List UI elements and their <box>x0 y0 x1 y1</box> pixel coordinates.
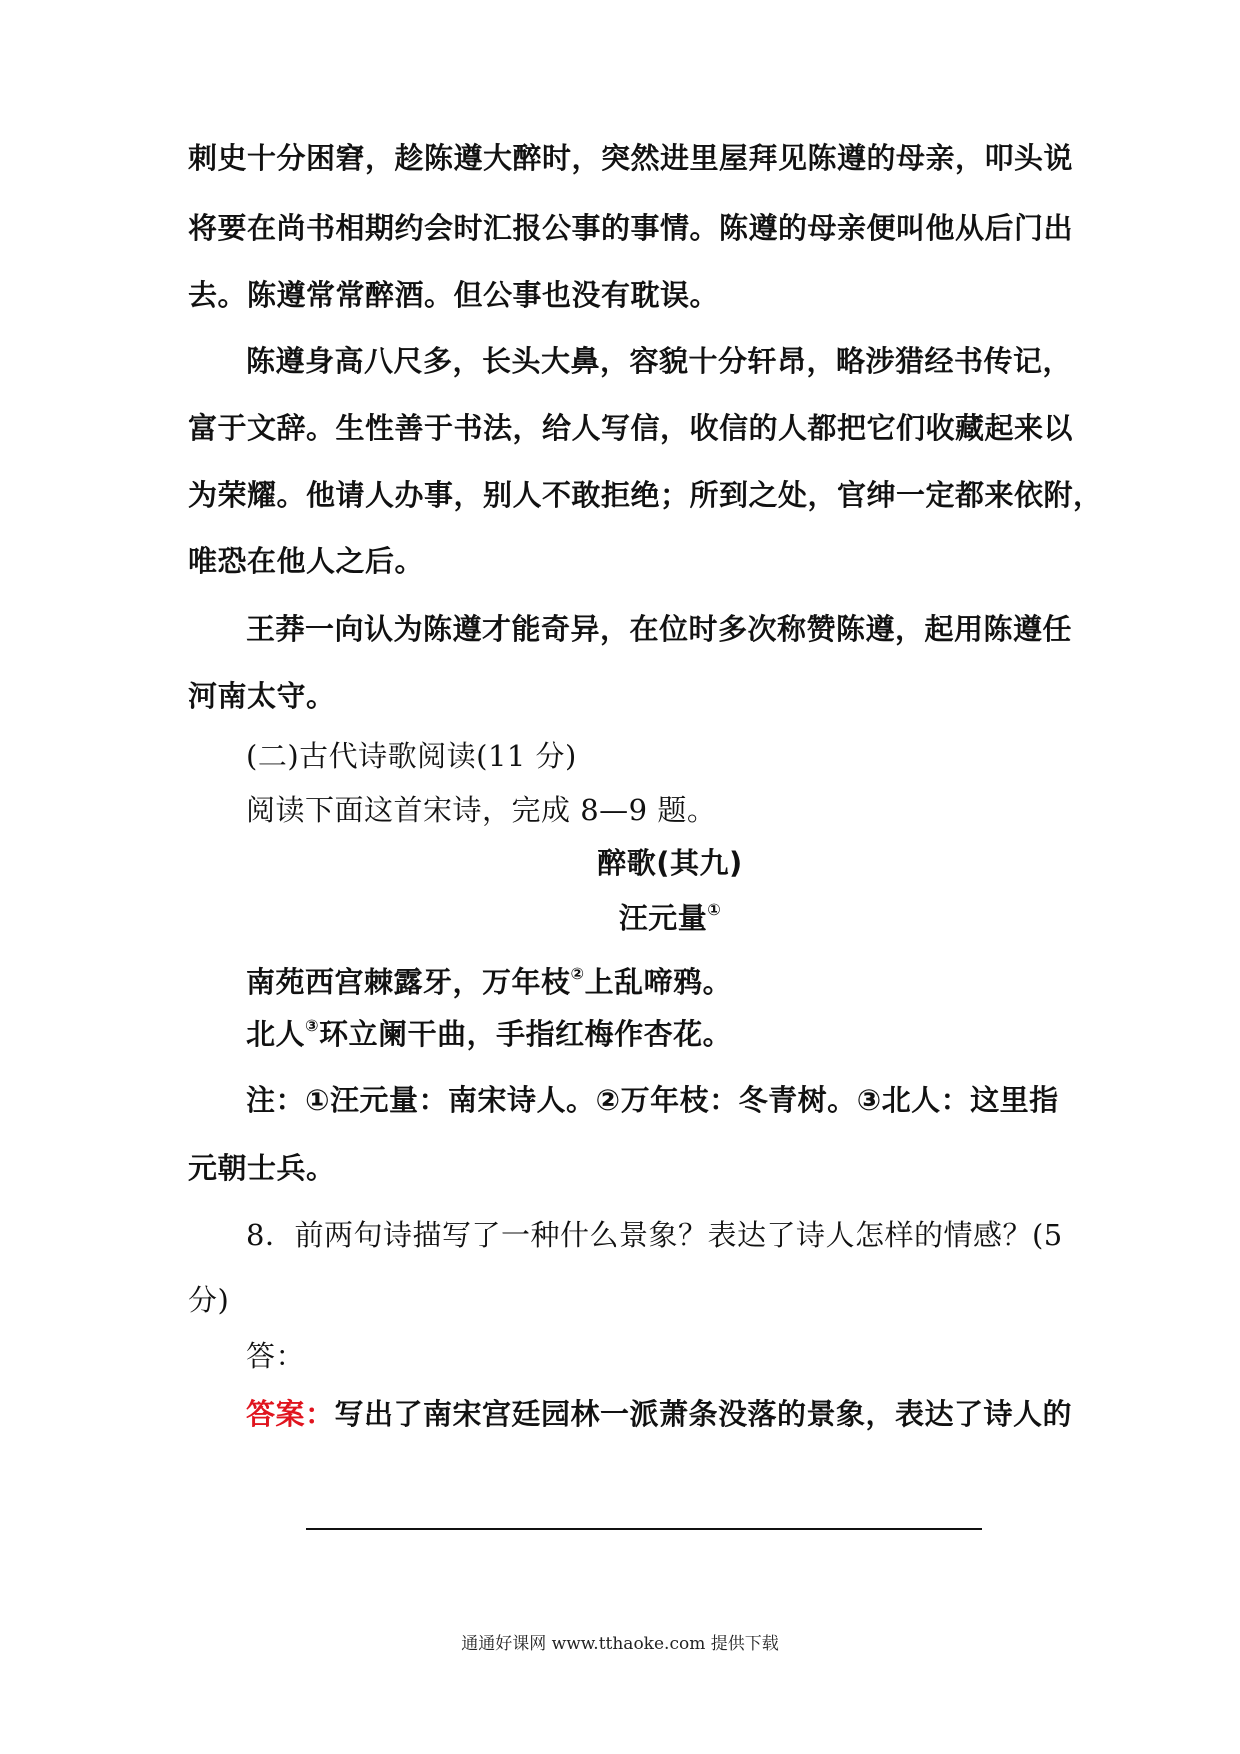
translation-p3-line1: 王莽一向认为陈遵才能奇异，在位时多次称赞陈遵，起用陈遵任 <box>246 612 1073 646</box>
poem-author-line <box>0 898 1240 938</box>
translation-p2-line1: 陈遵身高八尺多，长头大鼻，容貌十分轩昂，略涉猎经书传记， <box>246 344 1073 378</box>
poem-title: 醉歌(其九) <box>597 846 743 880</box>
notes-line1: 注：①汪元量：南宋诗人。②万年枝：冬青树。③北人：这里指 <box>246 1083 1059 1117</box>
section-instruction: 阅读下面这首宋诗，完成 8—9 题。 <box>246 793 717 827</box>
translation-p2-line3: 为荣耀。他请人办事，别人不敢拒绝；所到之处，官绅一定都来依附， <box>188 478 1103 512</box>
poem-line-1-part-a: 南苑西宫棘露牙，万年枝 <box>246 965 571 999</box>
answer-label: 答案： <box>246 1397 335 1431</box>
question-8-line2: 分) <box>188 1283 230 1317</box>
answer-blank-line <box>306 1528 982 1530</box>
poem-line-1-part-b: 上乱啼鸦。 <box>584 965 733 999</box>
poem-line-2-part-a: 北人 <box>246 1017 306 1051</box>
poem-line-2 <box>246 1014 1060 1054</box>
section-heading: (二)古代诗歌阅读(11 分) <box>246 739 577 773</box>
poem-line-1-note-mark: ② <box>570 964 585 983</box>
translation-p2-line4: 唯恐在他人之后。 <box>188 544 425 578</box>
poem-line-2-part-b: 环立阑干曲，手指红梅作杏花。 <box>319 1017 733 1051</box>
answer-prompt: 答： <box>246 1339 306 1373</box>
poem-author: 汪元量 <box>618 901 708 935</box>
answer-line <box>246 1394 1073 1434</box>
poem-line-2-note-mark: ③ <box>305 1016 320 1035</box>
translation-p1-line1: 刺史十分困窘，趁陈遵大醉时，突然进里屋拜见陈遵的母亲，叩头说 <box>188 141 1074 175</box>
poem-line-1 <box>246 962 1060 1002</box>
translation-p1-line3: 去。陈遵常常醉酒。但公事也没有耽误。 <box>188 278 720 312</box>
answer-text: 写出了南宋宫廷园林一派萧条没落的景象，表达了诗人的 <box>334 1397 1073 1431</box>
notes-line2: 元朝士兵。 <box>188 1151 336 1185</box>
translation-p2-line2: 富于文辞。生性善于书法，给人写信，收信的人都把它们收藏起来以 <box>188 411 1074 445</box>
page-footer: 通通好课网 www.tthaoke.com 提供下载 <box>461 1634 779 1654</box>
author-note-mark: ① <box>707 900 722 919</box>
question-8-line1: 8．前两句诗描写了一种什么景象？表达了诗人怎样的情感？(5 <box>246 1218 1063 1252</box>
translation-p3-line2: 河南太守。 <box>188 679 336 713</box>
translation-p1-line2: 将要在尚书相期约会时汇报公事的事情。陈遵的母亲便叫他从后门出 <box>188 211 1074 245</box>
